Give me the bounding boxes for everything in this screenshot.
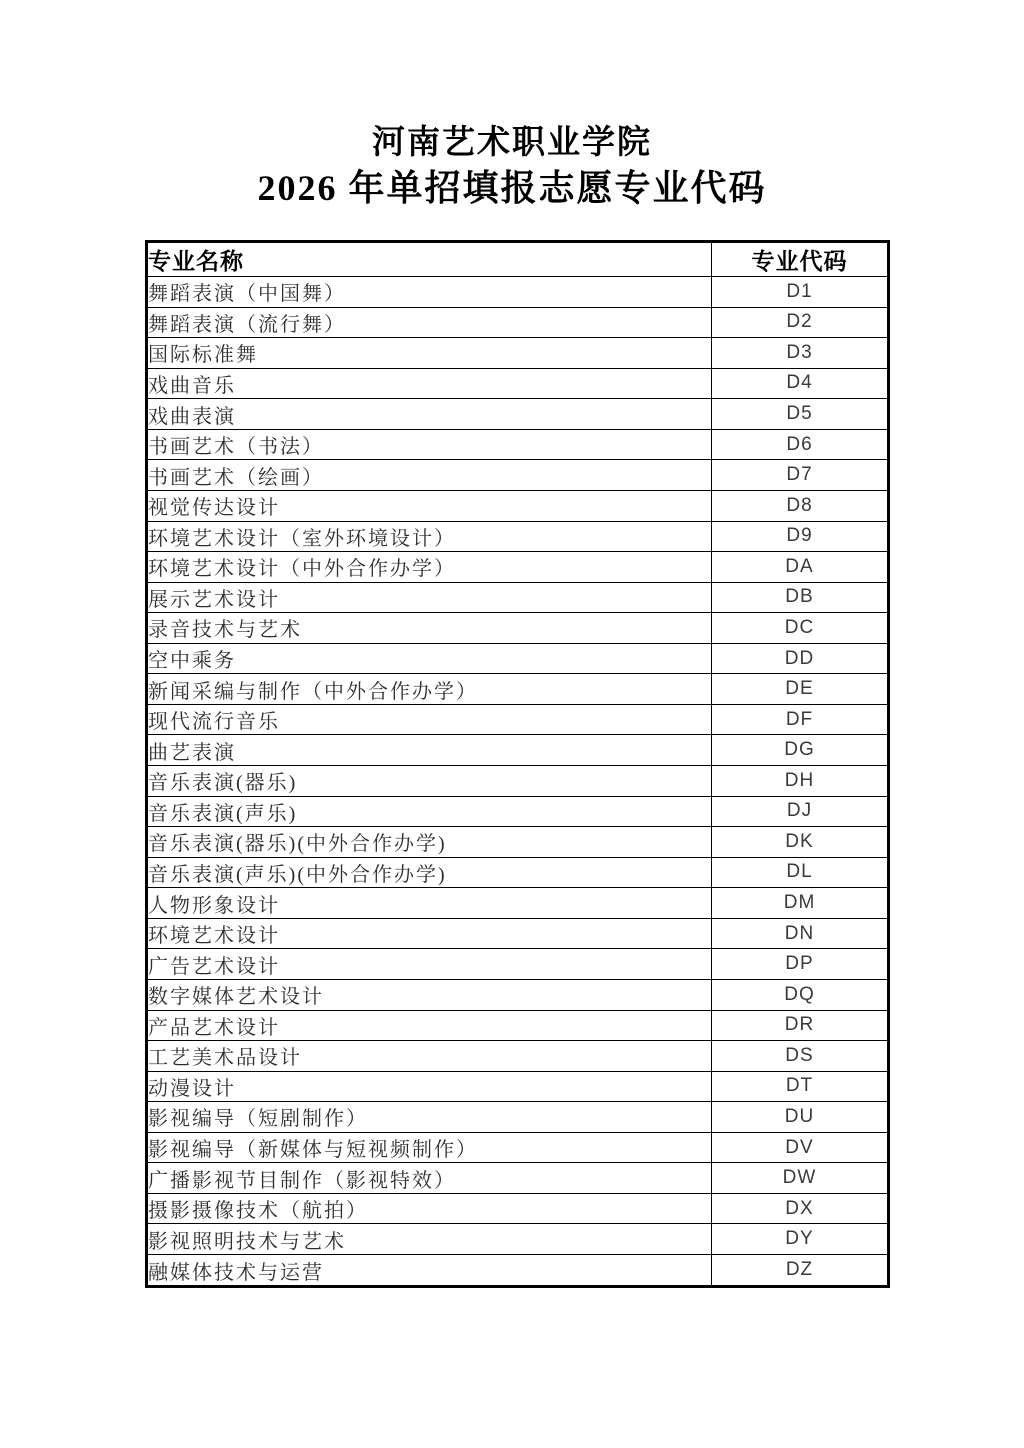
table-row [147, 766, 889, 797]
major-name-cell: 空中乘务 [147, 643, 712, 674]
table-row [147, 1163, 889, 1194]
major-name-cell: 人物形象设计 [147, 888, 712, 919]
table-row [147, 582, 889, 613]
document-title [0, 122, 1024, 212]
major-name-cell: 工艺美术品设计 [147, 1041, 712, 1072]
major-name-cell: 环境艺术设计 [147, 918, 712, 949]
major-name-cell: 影视照明技术与艺术 [147, 1224, 712, 1255]
major-name-cell: 视觉传达设计 [147, 490, 712, 521]
major-code-cell: DC [712, 613, 889, 644]
table-row [147, 429, 889, 460]
major-code-cell: DU [712, 1102, 889, 1133]
major-name-cell: 展示艺术设计 [147, 582, 712, 613]
major-code-cell: D9 [712, 521, 889, 552]
major-name-cell: 舞蹈表演（中国舞） [147, 277, 712, 308]
table-header-row [147, 242, 889, 277]
major-name-cell: 曲艺表演 [147, 735, 712, 766]
major-name-cell: 新闻采编与制作（中外合作办学） [147, 674, 712, 705]
table-row [147, 1010, 889, 1041]
table-row [147, 338, 889, 369]
major-name-cell: 戏曲表演 [147, 399, 712, 430]
major-code-cell: D2 [712, 307, 889, 338]
table-row [147, 613, 889, 644]
table-row [147, 1102, 889, 1133]
table-row [147, 460, 889, 491]
major-name-cell: 国际标准舞 [147, 338, 712, 369]
major-name-cell: 音乐表演(器乐)(中外合作办学) [147, 827, 712, 858]
major-name-cell: 环境艺术设计（中外合作办学） [147, 552, 712, 583]
major-code-cell: D3 [712, 338, 889, 369]
table-row [147, 704, 889, 735]
major-code-cell: DR [712, 1010, 889, 1041]
table-header-major-code: 专业代码 [712, 242, 889, 277]
major-name-cell: 现代流行音乐 [147, 704, 712, 735]
major-code-cell: DY [712, 1224, 889, 1255]
major-name-cell: 影视编导（新媒体与短视频制作） [147, 1132, 712, 1163]
major-name-cell: 音乐表演(器乐) [147, 766, 712, 797]
major-code-cell: DZ [712, 1255, 889, 1287]
table-row [147, 1255, 889, 1287]
major-code-cell: DP [712, 949, 889, 980]
major-name-cell: 舞蹈表演（流行舞） [147, 307, 712, 338]
major-name-cell: 音乐表演(声乐) [147, 796, 712, 827]
table-row [147, 277, 889, 308]
table-row [147, 1041, 889, 1072]
major-code-cell: D1 [712, 277, 889, 308]
major-code-cell: DX [712, 1193, 889, 1224]
table-row [147, 949, 889, 980]
table-row [147, 521, 889, 552]
table-row [147, 827, 889, 858]
major-code-cell: DA [712, 552, 889, 583]
major-code-cell: DD [712, 643, 889, 674]
document-title-line1: 河南艺术职业学院 [372, 125, 652, 161]
major-code-cell: DE [712, 674, 889, 705]
major-name-cell: 动漫设计 [147, 1071, 712, 1102]
major-code-cell: DH [712, 766, 889, 797]
major-code-cell: DK [712, 827, 889, 858]
table-header [147, 242, 889, 277]
table-row [147, 307, 889, 338]
major-name-cell: 融媒体技术与运营 [147, 1255, 712, 1287]
major-code-cell: DT [712, 1071, 889, 1102]
table-row [147, 490, 889, 521]
table-row [147, 1071, 889, 1102]
table-row [147, 1132, 889, 1163]
major-code-cell: DW [712, 1163, 889, 1194]
major-code-cell: DS [712, 1041, 889, 1072]
table-row [147, 796, 889, 827]
major-name-cell: 书画艺术（书法） [147, 429, 712, 460]
table-row [147, 979, 889, 1010]
major-name-cell: 音乐表演(声乐)(中外合作办学) [147, 857, 712, 888]
table-row [147, 857, 889, 888]
major-code-cell: D8 [712, 490, 889, 521]
table-row [147, 399, 889, 430]
major-code-cell: DM [712, 888, 889, 919]
major-code-cell: DV [712, 1132, 889, 1163]
table-row [147, 643, 889, 674]
major-name-cell: 环境艺术设计（室外环境设计） [147, 521, 712, 552]
major-code-cell: DG [712, 735, 889, 766]
major-code-cell: DF [712, 704, 889, 735]
major-code-cell: D5 [712, 399, 889, 430]
table-row [147, 368, 889, 399]
major-name-cell: 摄影摄像技术（航拍） [147, 1193, 712, 1224]
major-name-cell: 书画艺术（绘画） [147, 460, 712, 491]
table-row [147, 735, 889, 766]
major-code-cell: D4 [712, 368, 889, 399]
table-row [147, 1193, 889, 1224]
table-row [147, 552, 889, 583]
table-row [147, 918, 889, 949]
major-name-cell: 影视编导（短剧制作） [147, 1102, 712, 1133]
majors-code-table [145, 240, 890, 1288]
major-code-cell: DL [712, 857, 889, 888]
major-name-cell: 录音技术与艺术 [147, 613, 712, 644]
table-header-major-name: 专业名称 [147, 242, 712, 277]
major-code-cell: D6 [712, 429, 889, 460]
major-name-cell: 广告艺术设计 [147, 949, 712, 980]
table-row [147, 1224, 889, 1255]
major-code-cell: DQ [712, 979, 889, 1010]
major-name-cell: 产品艺术设计 [147, 1010, 712, 1041]
table-row [147, 888, 889, 919]
major-name-cell: 数字媒体艺术设计 [147, 979, 712, 1010]
major-code-cell: D7 [712, 460, 889, 491]
major-name-cell: 戏曲音乐 [147, 368, 712, 399]
major-code-cell: DB [712, 582, 889, 613]
document-title-line2: 2026 年单招填报志愿专业代码 [257, 167, 767, 208]
major-name-cell: 广播影视节目制作（影视特效） [147, 1163, 712, 1194]
table-row [147, 674, 889, 705]
major-code-cell: DJ [712, 796, 889, 827]
table-body [147, 277, 889, 1287]
major-code-cell: DN [712, 918, 889, 949]
